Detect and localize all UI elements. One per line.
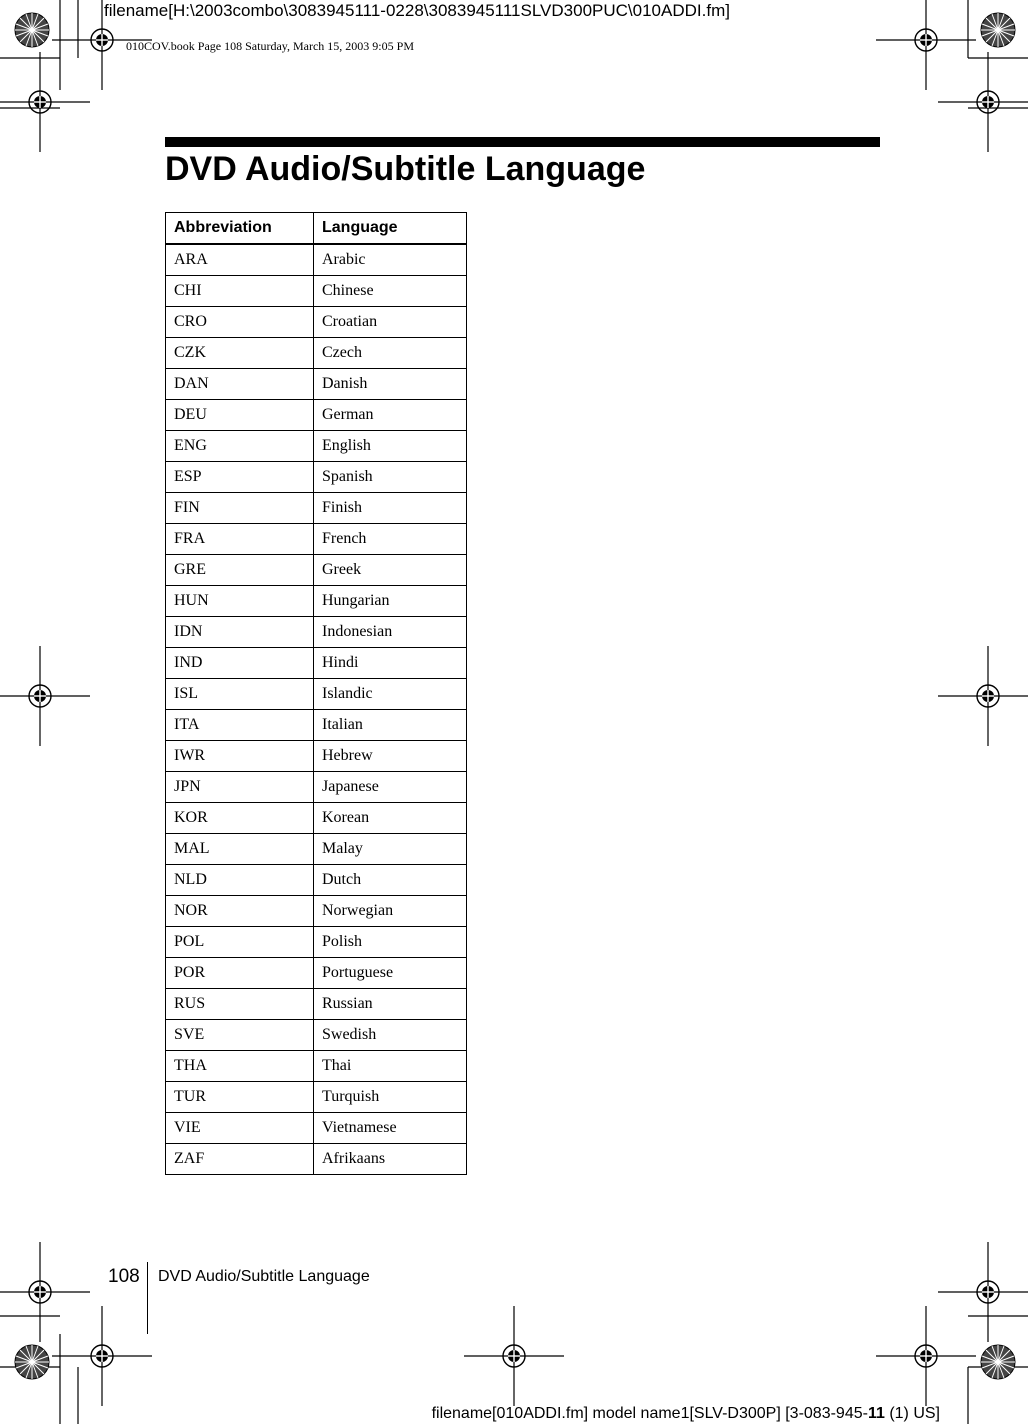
abbreviation-cell: SVE (166, 1020, 314, 1051)
language-cell: Norwegian (314, 896, 467, 927)
abbreviation-cell: THA (166, 1051, 314, 1082)
table-row (166, 555, 467, 586)
table-row (166, 400, 467, 431)
table-row (166, 1051, 467, 1082)
abbreviation-cell: DEU (166, 400, 314, 431)
language-cell: Indonesian (314, 617, 467, 648)
language-cell: Croatian (314, 307, 467, 338)
language-cell: Thai (314, 1051, 467, 1082)
table-row (166, 896, 467, 927)
table-row (166, 927, 467, 958)
table-row (166, 1113, 467, 1144)
language-cell: Turquish (314, 1082, 467, 1113)
color-target-icon (981, 13, 1015, 47)
language-cell: Afrikaans (314, 1144, 467, 1175)
registration-mark-icon (0, 646, 90, 746)
abbreviation-cell: JPN (166, 772, 314, 803)
color-target-icon (981, 1345, 1015, 1379)
table-row (166, 958, 467, 989)
abbreviation-cell: CRO (166, 307, 314, 338)
registration-mark-icon (464, 1306, 564, 1406)
language-cell: Italian (314, 710, 467, 741)
color-target-icon (15, 1345, 49, 1379)
language-cell: German (314, 400, 467, 431)
language-table (165, 212, 467, 1175)
table-row (166, 462, 467, 493)
abbreviation-cell: ARA (166, 244, 314, 276)
table-row (166, 772, 467, 803)
abbreviation-cell: GRE (166, 555, 314, 586)
language-cell: Chinese (314, 276, 467, 307)
table-row (166, 710, 467, 741)
abbreviation-cell: ISL (166, 679, 314, 710)
title-rule (165, 137, 880, 147)
registration-mark-icon (52, 1306, 152, 1406)
language-cell: Portuguese (314, 958, 467, 989)
language-cell: Polish (314, 927, 467, 958)
abbreviation-cell: DAN (166, 369, 314, 400)
table-row (166, 276, 467, 307)
abbreviation-cell: RUS (166, 989, 314, 1020)
abbreviation-cell: MAL (166, 834, 314, 865)
abbreviation-cell: IDN (166, 617, 314, 648)
abbreviation-cell: ITA (166, 710, 314, 741)
table-row (166, 803, 467, 834)
table-row (166, 493, 467, 524)
abbreviation-cell: KOR (166, 803, 314, 834)
abbreviation-cell: IND (166, 648, 314, 679)
language-cell: Finish (314, 493, 467, 524)
table-row (166, 244, 467, 276)
registration-mark-icon (0, 1242, 90, 1342)
table-row (166, 369, 467, 400)
registration-mark-icon (938, 646, 1028, 746)
language-cell: Swedish (314, 1020, 467, 1051)
table-row (166, 741, 467, 772)
abbreviation-cell: NOR (166, 896, 314, 927)
column-header-language: Language (314, 213, 467, 245)
table-row (166, 865, 467, 896)
language-cell: Arabic (314, 244, 467, 276)
page-title: DVD Audio/Subtitle Language (165, 150, 646, 188)
abbreviation-cell: ESP (166, 462, 314, 493)
registration-mark-icon (938, 52, 1028, 152)
registration-mark-icon (938, 1242, 1028, 1342)
language-cell: Japanese (314, 772, 467, 803)
abbreviation-cell: NLD (166, 865, 314, 896)
footer-section-title: DVD Audio/Subtitle Language (158, 1268, 370, 1285)
language-cell: Dutch (314, 865, 467, 896)
language-cell: Hungarian (314, 586, 467, 617)
header-filename: filename[H:\2003combo\3083945111-0228\3083945111SLVD300PUC\010ADDI.fm] (104, 1, 730, 20)
footer-file-info-suffix: (1) US] (884, 1405, 940, 1422)
abbreviation-cell: TUR (166, 1082, 314, 1113)
table-row (166, 431, 467, 462)
language-cell: French (314, 524, 467, 555)
color-target-icon (15, 13, 49, 47)
table-header-row (166, 213, 467, 245)
language-cell: Vietnamese (314, 1113, 467, 1144)
abbreviation-cell: ZAF (166, 1144, 314, 1175)
abbreviation-cell: HUN (166, 586, 314, 617)
abbreviation-cell: ENG (166, 431, 314, 462)
language-cell: Russian (314, 989, 467, 1020)
table-row (166, 586, 467, 617)
language-cell: Malay (314, 834, 467, 865)
language-cell: Islandic (314, 679, 467, 710)
page-number: 108 (108, 1266, 140, 1287)
table-row (166, 1144, 467, 1175)
language-cell: Czech (314, 338, 467, 369)
table-row (166, 1020, 467, 1051)
language-cell: Greek (314, 555, 467, 586)
abbreviation-cell: CZK (166, 338, 314, 369)
table-row (166, 679, 467, 710)
abbreviation-cell: CHI (166, 276, 314, 307)
abbreviation-cell: VIE (166, 1113, 314, 1144)
language-cell: Spanish (314, 462, 467, 493)
column-header-abbreviation: Abbreviation (166, 213, 314, 245)
language-cell: English (314, 431, 467, 462)
registration-mark-icon (876, 0, 976, 90)
table-row (166, 617, 467, 648)
table-body (166, 244, 467, 1175)
footer-file-info (432, 1405, 940, 1423)
footer-file-info-bold: 11 (867, 1405, 885, 1422)
table-row (166, 307, 467, 338)
language-cell: Hebrew (314, 741, 467, 772)
table-row (166, 834, 467, 865)
abbreviation-cell: FIN (166, 493, 314, 524)
table-row (166, 648, 467, 679)
table-row (166, 989, 467, 1020)
registration-mark-icon (0, 52, 90, 152)
abbreviation-cell: IWR (166, 741, 314, 772)
table-row (166, 524, 467, 555)
abbreviation-cell: POL (166, 927, 314, 958)
table-row (166, 338, 467, 369)
footer-divider (147, 1262, 148, 1334)
header-book-info: 010COV.book Page 108 Saturday, March 15, 2003 9:05 PM (126, 39, 414, 53)
table-row (166, 1082, 467, 1113)
abbreviation-cell: POR (166, 958, 314, 989)
language-cell: Danish (314, 369, 467, 400)
registration-mark-icon (876, 1306, 976, 1406)
language-cell: Hindi (314, 648, 467, 679)
footer-file-info-prefix: filename[010ADDI.fm] model name1[SLV-D300P] [3-083-945- (431, 1405, 868, 1422)
abbreviation-cell: FRA (166, 524, 314, 555)
language-cell: Korean (314, 803, 467, 834)
